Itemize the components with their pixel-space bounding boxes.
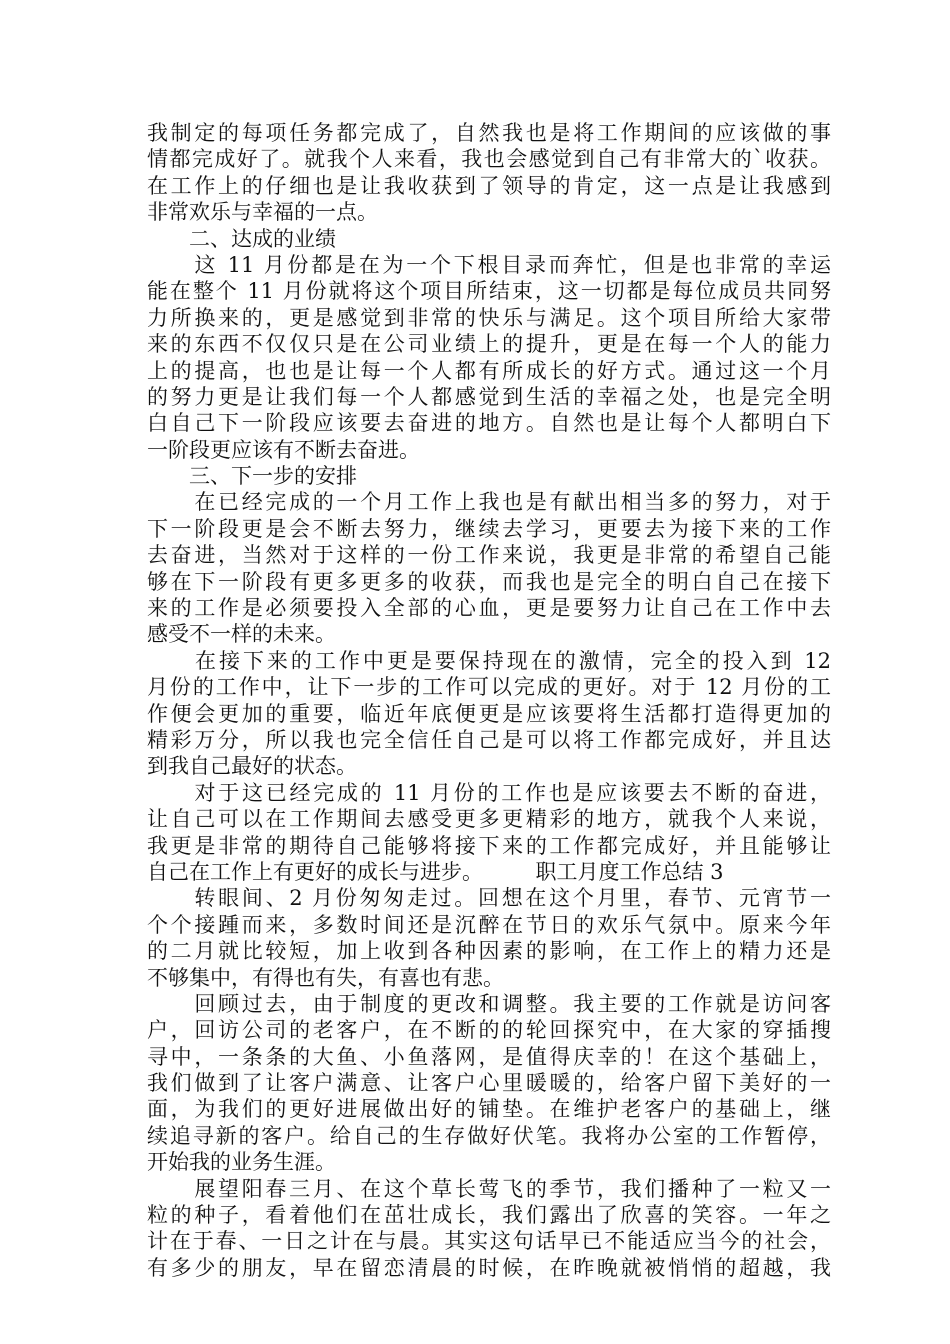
- text-line: 我更是非常的期待自己能够将接下来的工作都完成好，并且能够让: [147, 833, 831, 858]
- text-line: 自己在工作上有更好的成长与进步。 职工月度工作总结 3: [147, 859, 724, 884]
- text-line: 户，回访公司的老客户，在不断的的轮回探究中，在大家的穿插搜: [147, 1018, 831, 1043]
- text-line: 个个接踵而来，多数时间还是沉醉在节日的欢乐气氛中。原来今年: [147, 912, 831, 937]
- text-line: 上的提高，也也是让每一个人都有所成长的好方式。通过这一个月: [147, 358, 831, 383]
- text-line: 这 11 月份都是在为一个下根目录而奔忙，但是也非常的幸运: [147, 252, 831, 277]
- text-line: 寻中，一条条的大鱼、小鱼落网，是值得庆幸的！在这个基础上，: [147, 1044, 831, 1069]
- text-line: 一阶段更应该有不断去奋进。: [147, 437, 420, 462]
- text-line: 对于这已经完成的 11 月份的工作也是应该要去不断的奋进，: [147, 780, 831, 805]
- text-line: 月份的工作中，让下一步的工作可以完成的更好。对于 12 月份的工: [147, 675, 831, 700]
- text-line: 感受不一样的未来。: [147, 622, 336, 647]
- text-line: 够在下一阶段有更多更多的收获，而我也是完全的明白自己在接下: [147, 569, 831, 594]
- text-line: 来的工作是必须要投入全部的心血，更是要努力让自己在工作中去: [147, 596, 831, 621]
- text-line: 面，为我们的更好进展做出好的铺垫。在维护老客户的基础上，继: [147, 1097, 831, 1122]
- text-line: 回顾过去，由于制度的更改和调整。我主要的工作就是访问客: [147, 991, 831, 1016]
- text-line: 非常欢乐与幸福的一点。: [147, 200, 378, 225]
- text-line: 的二月就比较短，加上收到各种因素的影响，在工作上的精力还是: [147, 939, 831, 964]
- text-line: 力所换来的，更是感觉到非常的快乐与满足。这个项目所给大家带: [147, 305, 831, 330]
- text-line: 下一阶段更是会不断去努力，继续去学习，更要去为接下来的工作: [147, 516, 831, 541]
- text-line: 有多少的朋友，早在留恋清晨的时候，在昨晚就被悄悄的超越，我: [147, 1255, 831, 1280]
- text-line: 续追寻新的客户。给自己的生存做好伏笔。我将办公室的工作暂停，: [147, 1123, 831, 1148]
- text-line: 我制定的每项任务都完成了，自然我也是将工作期间的应该做的事: [147, 121, 831, 145]
- text-line: 计在于春、一日之计在与晨。其实这句话早已不能适应当今的社会，: [147, 1229, 831, 1254]
- text-line: 来的东西不仅仅只是在公司业绩上的提升，更是在每一个人的能力: [147, 332, 831, 357]
- text-line: 我们做到了让客户满意、让客户心里暖暖的，给客户留下美好的一: [147, 1071, 831, 1096]
- text-line: 白自己下一阶段应该要去奋进的地方。自然也是让每个人都明白下: [147, 411, 831, 436]
- text-line: 情都完成好了。就我个人来看，我也会感觉到自己有非常大的`收获。: [147, 147, 831, 172]
- text-line: 在已经完成的一个月工作上我也是有献出相当多的努力，对于: [147, 490, 831, 515]
- text-line: 的努力更是让我们每一个人都感觉到生活的幸福之处，也是完全明: [147, 384, 831, 409]
- text-line: 转眼间、2 月份匆匆走过。回想在这个月里，春节、元宵节一: [147, 886, 831, 911]
- section-heading: 三、下一步的安排: [147, 464, 357, 489]
- text-line: 展望阳春三月、在这个草长莺飞的季节，我们播种了一粒又一: [147, 1176, 831, 1201]
- text-line: 粒的种子，看着他们在茁壮成长，我们露出了欣喜的笑容。一年之: [147, 1203, 831, 1228]
- text-line: 能在整个 11 月份就将这个项目所结束，这一切都是每位成员共同努: [147, 279, 831, 304]
- text-line: 精彩万分，所以我也完全信任自己是可以将工作都完成好，并且达: [147, 727, 831, 752]
- text-line: 在接下来的工作中更是要保持现在的激情，完全的投入到 12: [147, 648, 831, 673]
- text-line: 在工作上的仔细也是让我收获到了领导的肯定，这一点是让我感到: [147, 173, 831, 198]
- document-body: [147, 120, 831, 1281]
- text-line: 开始我的业务生涯。: [147, 1150, 336, 1175]
- text-line: 到我自己最好的状态。: [147, 754, 357, 779]
- section-heading: 二、达成的业绩: [147, 226, 336, 251]
- text-line: 让自己可以在工作期间去感受更多更精彩的地方，就我个人来说，: [147, 807, 831, 832]
- text-line: 去奋进，当然对于这样的一份工作来说，我更是非常的希望自己能: [147, 543, 831, 568]
- text-line: 不够集中，有得也有失，有喜也有悲。: [147, 965, 504, 990]
- text-line: 作便会更加的重要，临近年底便更是应该要将生活都打造得更加的: [147, 701, 831, 726]
